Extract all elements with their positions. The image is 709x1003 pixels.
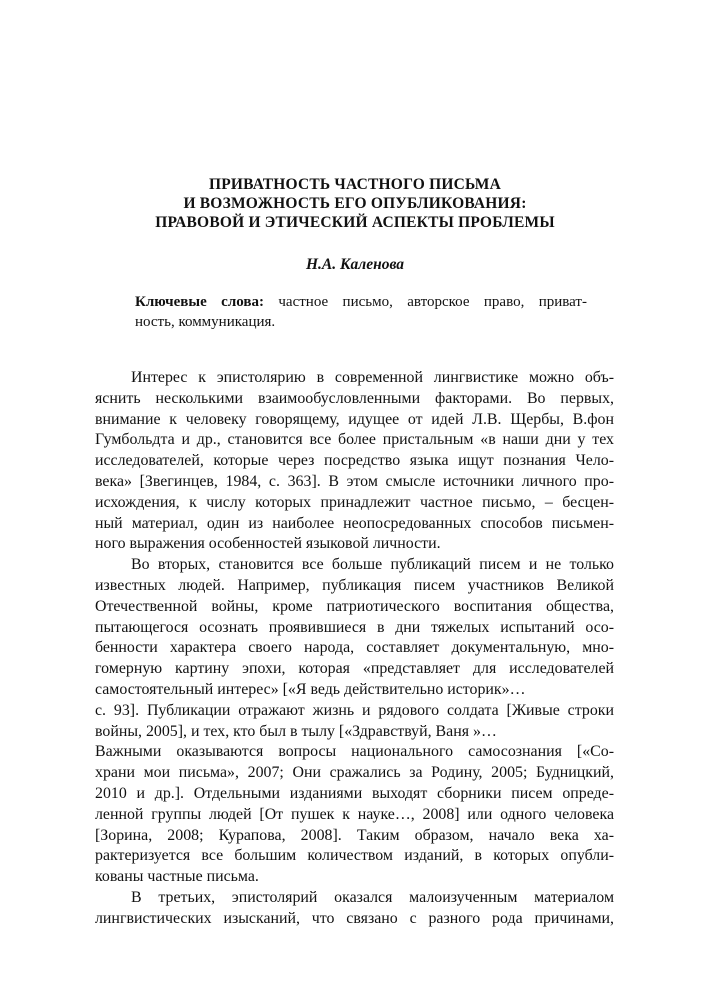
keywords-block [135,292,587,332]
body-line: исхождения, к числу которых принадлежит частное письмо, – бесцен- [95,493,614,511]
title-line: ПРИВАТНОСТЬ ЧАСТНОГО ПИСЬМА [208,176,502,193]
body-line: войны, 2005], и тех, кто был в тылу [«Здравствуй, Ваня »… [95,722,497,740]
body-line: Интерес к эпистолярию в современной лингвистике можно объ- [131,369,614,386]
body-line: храни мои письма», 2007; Они сражались за Родину, 2005; Будницкий, [95,764,614,782]
body-line: 2010 и др.]. Отдельными изданиями выходят сборники писем опреде- [95,784,614,802]
body-line: исследователей, которые через посредство языка ищут познания Чело- [95,452,614,470]
body-line: лингвистических изысканий, что связано с разного рода причинами, [95,909,614,927]
keywords-text: частное письмо, авторское право, приват- [278,294,587,310]
body-line: В третьих, эпистолярий оказался малоизученным материалом [131,888,614,906]
body-line: известных людей. Например, публикация писем участников Великой [95,576,614,594]
body-line: самостоятельный интерес» [«Я ведь действительно историк»… [95,680,526,698]
body-line: Во вторых, становится все больше публикаций писем и не только [131,556,614,574]
body-line: внимание к человеку говорящему, идущее от идей Л.В. Щербы, В.фон [95,410,614,428]
title-line: И ВОЗМОЖНОСТЬ ЕГО ОПУБЛИКОВАНИЯ: [183,195,527,212]
article-title [90,175,620,232]
keywords-label: Ключевые слова: [135,294,264,310]
body-line: Важными оказываются вопросы национального самосознания [«Со- [95,743,614,761]
body-line: рактеризуется все большим количеством изданий, в которых опубли- [95,847,614,865]
body-line: [Зорина, 2008; Курапова, 2008]. Таким образом, начало века ха- [95,826,614,844]
body-line: бенности характера своего народа, составляет документальную, мно- [95,639,614,657]
body-line: ленной группы людей [От пушек к науке…, 2008] или одного человека [95,805,614,823]
body-line: пытающегося осознать проявившиеся в дни тяжелых испытаний осо- [95,618,614,636]
body-line: с. 93]. Публикации отражают жизнь и рядового солдата [Живые строки [95,701,614,719]
body-line: ного выражения особенностей языковой личности. [95,535,441,553]
body-line: яснить несколькими взаимообусловленными факторами. Во первых, [95,389,614,407]
body-line: гомерную картину эпохи, которая «представляет для исследователей [95,660,614,678]
body-line: Отечественной войны, кроме патриотического воспитания общества, [95,597,614,615]
title-line: ПРАВОВОЙ И ЭТИЧЕСКИЙ АСПЕКТЫ ПРОБЛЕМЫ [155,214,555,231]
keywords-line: ность, коммуникация. [135,314,276,330]
body-line: ный материал, один из наиболее неопосредованных способов письмен- [95,514,614,532]
author-name: Н.А. Каленова [305,256,405,273]
article-body [95,368,614,930]
keywords-line [135,292,587,312]
body-line: кованы частные письма. [95,868,259,886]
body-line: века» [Звегинцев, 1984, с. 363]. В этом смысле источники личного про- [95,472,614,490]
body-line: Гумбольдта и др., становится все более пристальным «в наши дни у тех [95,431,614,449]
